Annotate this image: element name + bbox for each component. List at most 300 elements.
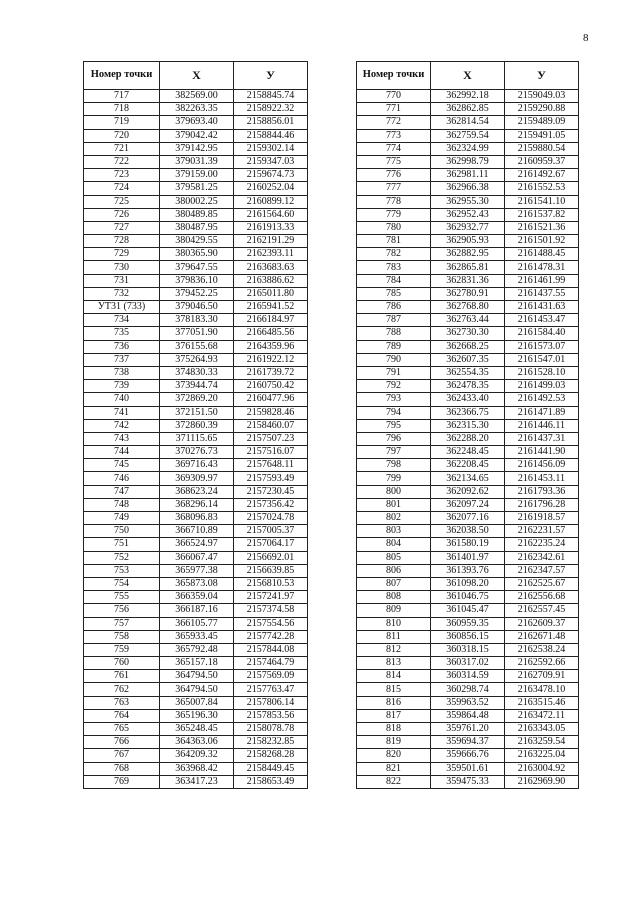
cell-x: 379159.00 (160, 169, 234, 182)
table-row (84, 577, 308, 590)
cell-y: 2163225.04 (505, 749, 579, 762)
table-row (357, 380, 579, 393)
cell-point-number: 722 (84, 155, 160, 168)
table-row (357, 775, 579, 788)
table-row (84, 498, 308, 511)
table-row (357, 169, 579, 182)
cell-point-number: 766 (84, 736, 160, 749)
table-row (357, 287, 579, 300)
cell-point-number: 803 (357, 525, 431, 538)
cell-y: 2161441.90 (505, 446, 579, 459)
cell-y: 2159347.03 (234, 155, 308, 168)
cell-x: 361580.19 (431, 538, 505, 551)
cell-point-number: 820 (357, 749, 431, 762)
cell-point-number: 770 (357, 90, 431, 103)
table-row (84, 775, 308, 788)
cell-y: 2157005.37 (234, 525, 308, 538)
cell-y: 2157230.45 (234, 485, 308, 498)
cell-point-number: 757 (84, 617, 160, 630)
cell-x: 365007.84 (160, 696, 234, 709)
cell-y: 2158856.01 (234, 116, 308, 129)
table-row (84, 248, 308, 261)
table-row (357, 142, 579, 155)
cell-point-number: 809 (357, 604, 431, 617)
table-row (357, 235, 579, 248)
table-row (84, 327, 308, 340)
cell-y: 2163472.11 (505, 709, 579, 722)
cell-x: 360314.59 (431, 670, 505, 683)
table-row (84, 103, 308, 116)
table-row (84, 366, 308, 379)
table-row (357, 498, 579, 511)
cell-x: 382263.35 (160, 103, 234, 116)
table-row (357, 683, 579, 696)
header-y: У (505, 62, 579, 90)
table-row (84, 696, 308, 709)
cell-x: 366710.89 (160, 525, 234, 538)
table-row (84, 208, 308, 221)
cell-point-number: 814 (357, 670, 431, 683)
cell-y: 2157853.56 (234, 709, 308, 722)
table-row (84, 762, 308, 775)
cell-x: 379647.55 (160, 261, 234, 274)
cell-y: 2157844.08 (234, 643, 308, 656)
cell-point-number: 781 (357, 235, 431, 248)
cell-point-number: 768 (84, 762, 160, 775)
cell-y: 2157241.97 (234, 591, 308, 604)
cell-point-number: УТ31 (733) (84, 301, 160, 314)
table-row (84, 155, 308, 168)
cell-y: 2158844.46 (234, 129, 308, 142)
cell-point-number: 739 (84, 380, 160, 393)
cell-y: 2161552.53 (505, 182, 579, 195)
table-row (357, 643, 579, 656)
table-row (357, 446, 579, 459)
cell-point-number: 811 (357, 630, 431, 643)
header-row (357, 62, 579, 90)
cell-point-number: 776 (357, 169, 431, 182)
cell-point-number: 818 (357, 723, 431, 736)
cell-x: 362092.62 (431, 485, 505, 498)
cell-y: 2161913.33 (234, 221, 308, 234)
cell-point-number: 782 (357, 248, 431, 261)
cell-x: 362668.25 (431, 340, 505, 353)
cell-y: 2157507.23 (234, 432, 308, 445)
cell-point-number: 721 (84, 142, 160, 155)
table-row (357, 393, 579, 406)
cell-x: 366524.97 (160, 538, 234, 551)
cell-x: 377051.90 (160, 327, 234, 340)
cell-y: 2158449.45 (234, 762, 308, 775)
cell-point-number: 749 (84, 512, 160, 525)
cell-x: 374830.33 (160, 366, 234, 379)
cell-y: 2163259.54 (505, 736, 579, 749)
cell-x: 364363.06 (160, 736, 234, 749)
cell-point-number: 806 (357, 564, 431, 577)
cell-point-number: 798 (357, 459, 431, 472)
table-row (84, 129, 308, 142)
cell-y: 2156810.53 (234, 577, 308, 590)
cell-point-number: 756 (84, 604, 160, 617)
cell-y: 2161456.09 (505, 459, 579, 472)
cell-x: 365196.30 (160, 709, 234, 722)
cell-x: 373944.74 (160, 380, 234, 393)
cell-y: 2159491.05 (505, 129, 579, 142)
table-row (84, 749, 308, 762)
table-row (357, 762, 579, 775)
cell-x: 366359.04 (160, 591, 234, 604)
cell-x: 362038.50 (431, 525, 505, 538)
cell-point-number: 819 (357, 736, 431, 749)
cell-point-number: 717 (84, 90, 160, 103)
cell-x: 359666.76 (431, 749, 505, 762)
table-row (357, 485, 579, 498)
cell-y: 2161431.63 (505, 301, 579, 314)
cell-y: 2162538.24 (505, 643, 579, 656)
cell-point-number: 788 (357, 327, 431, 340)
cell-x: 362759.54 (431, 129, 505, 142)
cell-point-number: 785 (357, 287, 431, 300)
table-row (357, 90, 579, 103)
table-row (357, 366, 579, 379)
table-row (357, 353, 579, 366)
cell-point-number: 736 (84, 340, 160, 353)
table-row (84, 670, 308, 683)
cell-y: 2163004.92 (505, 762, 579, 775)
cell-point-number: 728 (84, 235, 160, 248)
cell-x: 369309.97 (160, 472, 234, 485)
cell-x: 359761.20 (431, 723, 505, 736)
cell-y: 2159302.14 (234, 142, 308, 155)
cell-y: 2157806.14 (234, 696, 308, 709)
table-row (84, 564, 308, 577)
cell-x: 366105.77 (160, 617, 234, 630)
cell-point-number: 726 (84, 208, 160, 221)
cell-point-number: 779 (357, 208, 431, 221)
table-row (357, 155, 579, 168)
cell-y: 2160252.04 (234, 182, 308, 195)
cell-y: 2157024.78 (234, 512, 308, 525)
table-row (84, 90, 308, 103)
cell-point-number: 767 (84, 749, 160, 762)
cell-x: 362433.40 (431, 393, 505, 406)
cell-x: 362932.77 (431, 221, 505, 234)
cell-x: 371115.65 (160, 432, 234, 445)
cell-y: 2163683.63 (234, 261, 308, 274)
table-row (357, 314, 579, 327)
coordinates-table-left (83, 61, 308, 789)
cell-x: 379836.10 (160, 274, 234, 287)
cell-y: 2158268.28 (234, 749, 308, 762)
table-row (84, 525, 308, 538)
cell-x: 360318.15 (431, 643, 505, 656)
cell-point-number: 765 (84, 723, 160, 736)
cell-point-number: 797 (357, 446, 431, 459)
cell-y: 2162671.48 (505, 630, 579, 643)
cell-x: 380429.55 (160, 235, 234, 248)
cell-x: 365873.08 (160, 577, 234, 590)
table-row (84, 683, 308, 696)
table-row (84, 301, 308, 314)
table-row (357, 459, 579, 472)
cell-x: 359475.33 (431, 775, 505, 788)
table-row (84, 380, 308, 393)
table-row (357, 512, 579, 525)
cell-x: 362478.35 (431, 380, 505, 393)
cell-y: 2160899.12 (234, 195, 308, 208)
cell-point-number: 822 (357, 775, 431, 788)
cell-point-number: 791 (357, 366, 431, 379)
cell-x: 362814.54 (431, 116, 505, 129)
cell-y: 2161453.47 (505, 314, 579, 327)
cell-y: 2158078.78 (234, 723, 308, 736)
table-row (84, 459, 308, 472)
cell-x: 379452.25 (160, 287, 234, 300)
cell-y: 2163515.46 (505, 696, 579, 709)
cell-x: 360317.02 (431, 657, 505, 670)
cell-point-number: 732 (84, 287, 160, 300)
table-row (357, 564, 579, 577)
table-row (357, 274, 579, 287)
cell-x: 378183.30 (160, 314, 234, 327)
cell-x: 363968.42 (160, 762, 234, 775)
table-row (84, 643, 308, 656)
cell-x: 376155.68 (160, 340, 234, 353)
table-row (84, 182, 308, 195)
cell-point-number: 802 (357, 512, 431, 525)
cell-y: 2157356.42 (234, 498, 308, 511)
cell-x: 368296.14 (160, 498, 234, 511)
cell-point-number: 730 (84, 261, 160, 274)
table-row (84, 538, 308, 551)
cell-point-number: 813 (357, 657, 431, 670)
cell-point-number: 740 (84, 393, 160, 406)
cell-y: 2162609.37 (505, 617, 579, 630)
cell-y: 2157763.47 (234, 683, 308, 696)
table-row (84, 630, 308, 643)
cell-y: 2159880.54 (505, 142, 579, 155)
table-row (357, 538, 579, 551)
table-row (84, 736, 308, 749)
table-row (84, 274, 308, 287)
cell-y: 2161528.10 (505, 366, 579, 379)
table-row (357, 340, 579, 353)
table-body-right (357, 90, 579, 789)
cell-y: 2159049.03 (505, 90, 579, 103)
table-row (84, 723, 308, 736)
cell-y: 2158653.49 (234, 775, 308, 788)
table-row (84, 340, 308, 353)
cell-point-number: 789 (357, 340, 431, 353)
cell-y: 2159828.46 (234, 406, 308, 419)
cell-point-number: 804 (357, 538, 431, 551)
cell-y: 2161739.72 (234, 366, 308, 379)
cell-point-number: 727 (84, 221, 160, 234)
table-row (84, 261, 308, 274)
header-x: Х (160, 62, 234, 90)
cell-point-number: 816 (357, 696, 431, 709)
cell-y: 2157569.09 (234, 670, 308, 683)
cell-y: 2157742.28 (234, 630, 308, 643)
cell-point-number: 752 (84, 551, 160, 564)
cell-x: 362768.80 (431, 301, 505, 314)
cell-point-number: 775 (357, 155, 431, 168)
cell-point-number: 786 (357, 301, 431, 314)
table-row (357, 472, 579, 485)
cell-x: 360959.35 (431, 617, 505, 630)
cell-x: 362315.30 (431, 419, 505, 432)
table-row (84, 353, 308, 366)
cell-point-number: 774 (357, 142, 431, 155)
cell-y: 2161573.07 (505, 340, 579, 353)
cell-point-number: 769 (84, 775, 160, 788)
coordinates-table-right (356, 61, 579, 789)
cell-y: 2161521.36 (505, 221, 579, 234)
cell-point-number: 777 (357, 182, 431, 195)
cell-y: 2162347.57 (505, 564, 579, 577)
cell-y: 2161437.31 (505, 432, 579, 445)
cell-x: 362865.81 (431, 261, 505, 274)
cell-y: 2162556.68 (505, 591, 579, 604)
cell-x: 362077.16 (431, 512, 505, 525)
table-row (84, 116, 308, 129)
cell-point-number: 773 (357, 129, 431, 142)
header-x: Х (431, 62, 505, 90)
cell-y: 2158232.85 (234, 736, 308, 749)
cell-y: 2161471.89 (505, 406, 579, 419)
cell-x: 382569.00 (160, 90, 234, 103)
table-body-left (84, 90, 308, 789)
cell-x: 364794.50 (160, 670, 234, 683)
table-row (357, 736, 579, 749)
cell-y: 2161437.55 (505, 287, 579, 300)
table-row (357, 301, 579, 314)
cell-point-number: 762 (84, 683, 160, 696)
cell-x: 362780.91 (431, 287, 505, 300)
cell-y: 2162342.61 (505, 551, 579, 564)
cell-point-number: 761 (84, 670, 160, 683)
cell-x: 365933.45 (160, 630, 234, 643)
cell-x: 366187.16 (160, 604, 234, 617)
cell-x: 380489.85 (160, 208, 234, 221)
cell-x: 362905.93 (431, 235, 505, 248)
cell-point-number: 784 (357, 274, 431, 287)
cell-y: 2161537.82 (505, 208, 579, 221)
table-row (84, 604, 308, 617)
cell-point-number: 796 (357, 432, 431, 445)
cell-y: 2161492.67 (505, 169, 579, 182)
table-row (84, 485, 308, 498)
cell-x: 362208.45 (431, 459, 505, 472)
cell-y: 2160959.37 (505, 155, 579, 168)
table-row (84, 551, 308, 564)
table-row (357, 406, 579, 419)
cell-point-number: 783 (357, 261, 431, 274)
cell-y: 2160477.96 (234, 393, 308, 406)
cell-point-number: 718 (84, 103, 160, 116)
cell-point-number: 735 (84, 327, 160, 340)
cell-point-number: 720 (84, 129, 160, 142)
page-number: 8 (583, 32, 589, 44)
cell-x: 361046.75 (431, 591, 505, 604)
table-row (84, 406, 308, 419)
cell-point-number: 787 (357, 314, 431, 327)
table-row (357, 327, 579, 340)
cell-x: 362324.99 (431, 142, 505, 155)
table-row (84, 591, 308, 604)
cell-y: 2159290.88 (505, 103, 579, 116)
cell-x: 362097.24 (431, 498, 505, 511)
cell-y: 2161541.10 (505, 195, 579, 208)
table-row (357, 103, 579, 116)
cell-y: 2160750.42 (234, 380, 308, 393)
cell-x: 364209.32 (160, 749, 234, 762)
table-row (357, 577, 579, 590)
table-row (357, 709, 579, 722)
cell-point-number: 805 (357, 551, 431, 564)
cell-point-number: 764 (84, 709, 160, 722)
table-row (357, 116, 579, 129)
table-row (357, 432, 579, 445)
cell-point-number: 790 (357, 353, 431, 366)
cell-point-number: 817 (357, 709, 431, 722)
cell-x: 370276.73 (160, 446, 234, 459)
cell-point-number: 780 (357, 221, 431, 234)
cell-point-number: 754 (84, 577, 160, 590)
cell-y: 2162191.29 (234, 235, 308, 248)
table-row (84, 657, 308, 670)
cell-point-number: 738 (84, 366, 160, 379)
table-row (84, 235, 308, 248)
cell-point-number: 758 (84, 630, 160, 643)
cell-y: 2161499.03 (505, 380, 579, 393)
cell-x: 359501.61 (431, 762, 505, 775)
cell-point-number: 800 (357, 485, 431, 498)
cell-x: 362288.20 (431, 432, 505, 445)
cell-x: 379693.40 (160, 116, 234, 129)
cell-y: 2164359.96 (234, 340, 308, 353)
cell-y: 2161584.40 (505, 327, 579, 340)
cell-x: 361401.97 (431, 551, 505, 564)
cell-y: 2158922.32 (234, 103, 308, 116)
table-row (84, 393, 308, 406)
cell-x: 362998.79 (431, 155, 505, 168)
cell-point-number: 801 (357, 498, 431, 511)
cell-x: 364794.50 (160, 683, 234, 696)
table-row (357, 630, 579, 643)
cell-point-number: 746 (84, 472, 160, 485)
cell-y: 2161547.01 (505, 353, 579, 366)
cell-point-number: 807 (357, 577, 431, 590)
cell-point-number: 794 (357, 406, 431, 419)
cell-y: 2161922.12 (234, 353, 308, 366)
table-row (357, 696, 579, 709)
cell-y: 2158845.74 (234, 90, 308, 103)
cell-point-number: 737 (84, 353, 160, 366)
cell-y: 2161446.11 (505, 419, 579, 432)
cell-x: 360298.74 (431, 683, 505, 696)
cell-point-number: 745 (84, 459, 160, 472)
cell-x: 362952.43 (431, 208, 505, 221)
cell-x: 362607.35 (431, 353, 505, 366)
table-row (357, 657, 579, 670)
table-row (357, 617, 579, 630)
cell-x: 379581.25 (160, 182, 234, 195)
cell-x: 362981.11 (431, 169, 505, 182)
cell-x: 362248.45 (431, 446, 505, 459)
header-y: У (234, 62, 308, 90)
cell-point-number: 759 (84, 643, 160, 656)
